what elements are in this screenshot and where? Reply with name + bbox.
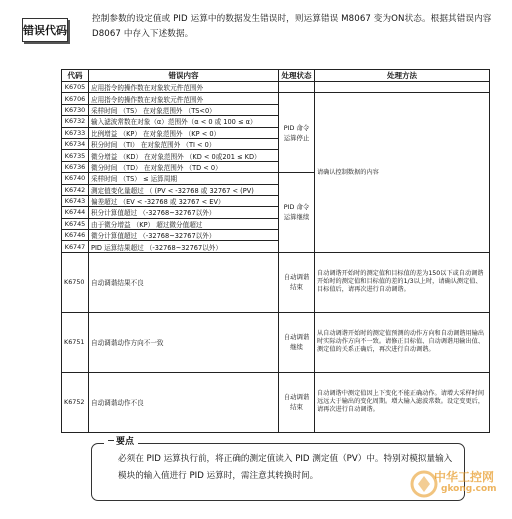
header-status: 处理状态 [279, 70, 315, 82]
error-content: 自动调谐动作不良 [89, 372, 279, 432]
error-content: 比例增益 （KP） 在对象范围外 （KP < 0） [89, 127, 279, 138]
error-content: 微分计算值超过 （-32768~32767以外） [89, 230, 279, 241]
error-content: PID 运算结果超过 （-32768~32767以外） [89, 241, 279, 252]
error-code: K6732 [62, 116, 89, 127]
note-title-tick-icon [108, 440, 114, 441]
error-code: K6740 [62, 173, 89, 184]
error-content: 微分增益 （KD） 在对象范围外 （KD < 0或201 ≤ KD） [89, 150, 279, 161]
watermark-title: 中华工控网 [434, 470, 495, 484]
status-autotune-continue: 自动调谐继续 [279, 312, 315, 372]
header-code: 代码 [62, 70, 89, 82]
error-code: K6751 [62, 312, 89, 372]
error-code: K6746 [62, 230, 89, 241]
method-check-data: 请确认控制数据的内容 [315, 93, 490, 252]
intro-paragraph: 控制参数的设定值或 PID 运算中的数据发生错误时，则运算错误 M8067 变为ON状态。根据其错误内容 D8067 中存入下述数据。 [92, 14, 492, 39]
error-code: K6730 [62, 104, 89, 115]
error-code: K6743 [62, 195, 89, 206]
status-autotune-end-2: 自动调谐结束 [279, 372, 315, 432]
error-code: K6752 [62, 372, 89, 432]
error-code: K6747 [62, 241, 89, 252]
error-code: K6705 [62, 82, 89, 93]
error-content: 偏差超过 （EV < -32768 或 32767 < EV） [89, 195, 279, 206]
error-code: K6750 [62, 252, 89, 312]
status-continue: PID 命令运算继续 [279, 173, 315, 253]
error-code: K6745 [62, 218, 89, 229]
error-content: 自动调谐结果不良 [89, 252, 279, 312]
header-method: 处理方法 [315, 70, 490, 82]
table-header-row [62, 70, 490, 82]
error-content: 输入滤波常数在对象（α）范围外（α < 0 或 100 ≤ α） [89, 116, 279, 127]
table-row [62, 372, 490, 432]
status-autotune-end: 自动调谐结束 [279, 252, 315, 312]
error-content: 积分时间 （TI） 在对象范围外 （TI < 0） [89, 138, 279, 149]
error-content: 应用指令的操作数在对象软元件范围外 [89, 93, 279, 104]
note-title [104, 434, 138, 447]
error-content: 自动调谐动作方向不一致 [89, 312, 279, 372]
error-content: 积分计算值超过 （-32768~32767以外） [89, 207, 279, 218]
method-6752: 自动调谐中测定值因上下变化不能正确动作。请增大采样时间远远大于输出的变化周期。增大输入滤波常数。设定变更后，请再次进行自动调谐。 [315, 372, 490, 432]
watermark-url: gkong.com [441, 484, 497, 494]
header-content: 错误内容 [89, 70, 279, 82]
error-content: 微分时间 （TD） 在对象范围外 （TD < 0） [89, 161, 279, 172]
table-row [62, 82, 490, 93]
note-text: 必须在 PID 运算执行前，将正确的测定值读入 PID 测定值（PV）中。特别对模拟量输入模块的输入值进行 PID 运算时，需注意其转换时间。 [118, 454, 453, 481]
error-content: 应用指令的操作数在对象软元件范围外 [89, 82, 279, 93]
method-6750: 自动调谐开始时的测定值和目标值的差为150以下或自动调谐开始时的测定值和目标值的差的1/3以上时，请确认测定值、目标值后，请再次进行自动调谐。 [315, 252, 490, 312]
table-row [62, 252, 490, 312]
error-code: K6735 [62, 150, 89, 161]
error-code: K6744 [62, 207, 89, 218]
error-code: K6706 [62, 93, 89, 104]
table-row [62, 312, 490, 372]
section-label: 错误代码 [22, 18, 68, 42]
table-row [62, 93, 490, 104]
status-stop: PID 命令运算停止 [279, 93, 315, 173]
error-content: 采样时间 （TS） ≤ 运算周期 [89, 173, 279, 184]
method-6751: 从自动调谐开始时的测定值预测的动作方向和自动调谐用输出时实际动作方向不一致。请修正目标值、自动调谐用输出值、测定值的关系正确后，再次进行自动调谐。 [315, 312, 490, 372]
error-content: 测定值变化量超过 （ (PV < -32768 或 32767 < (PV) [89, 184, 279, 195]
error-code: K6733 [62, 127, 89, 138]
error-code: K6736 [62, 161, 89, 172]
error-content: 采样时间 （TS） 在对象范围外 （TS<0） [89, 104, 279, 115]
note-title-text: 要点 [116, 437, 135, 447]
error-code-table [61, 69, 490, 433]
error-code: K6734 [62, 138, 89, 149]
error-code: K6742 [62, 184, 89, 195]
error-content: 由于微分增益 （KP） 超过微分值超过 [89, 218, 279, 229]
